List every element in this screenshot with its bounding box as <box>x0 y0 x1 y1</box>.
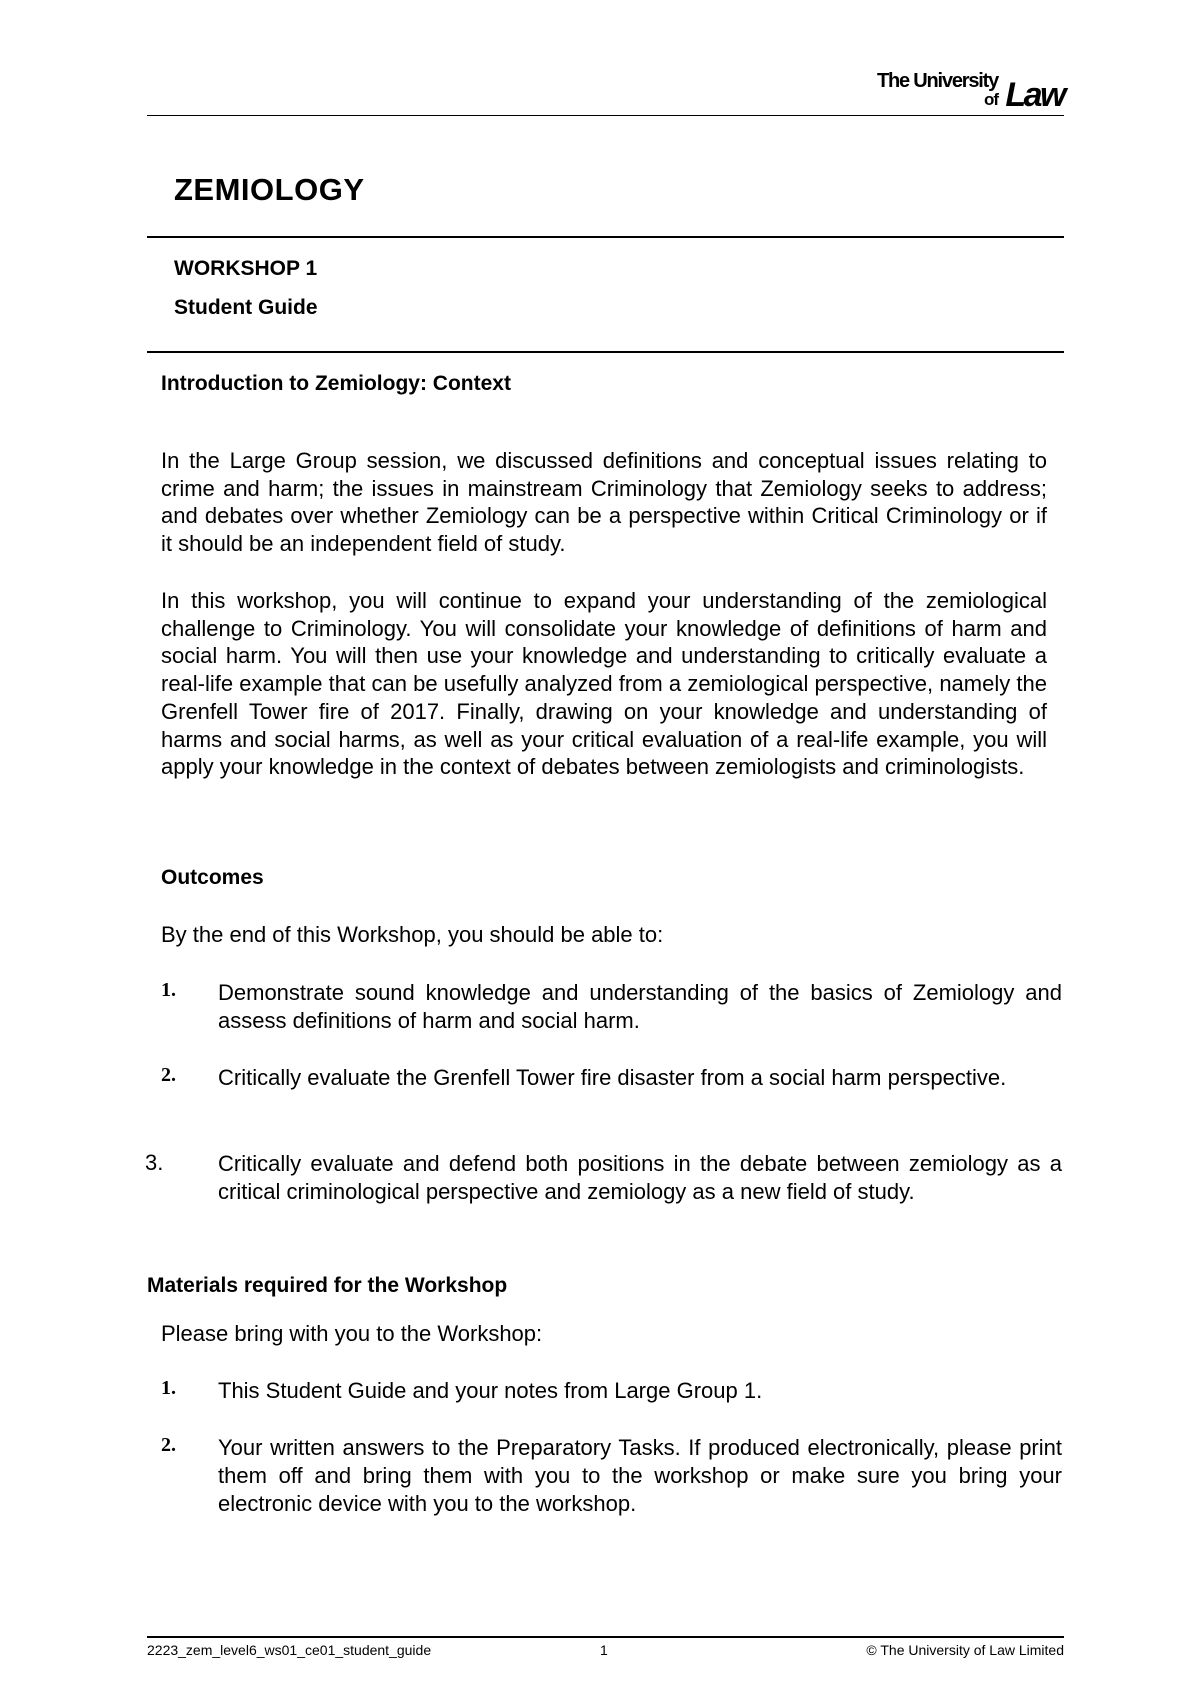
outcomes-lead: By the end of this Workshop, you should be able to: <box>161 922 664 947</box>
title-divider <box>147 236 1064 238</box>
logo-text-of: of <box>983 90 998 109</box>
footer-divider <box>147 1636 1064 1638</box>
intro-paragraph-2: In this workshop, you will continue to expand your understanding of the zemiological challenge to Criminology. You will consolidate your knowledge of definitions of harm and social harm. You will then use your knowledge and understanding to critically evaluate a real-life example that can be usefully analyzed from a zemiological perspective, namely the Grenfell Tower fire of 2017. Finally, drawing on your knowledge and understanding of harms and social harms, as well as your critical evaluation of a real-life example, you will apply your knowledge in the context of debates between zemiologists and criminologists. <box>161 588 1047 780</box>
logo-text-university: The University <box>876 70 998 92</box>
logo-text-law: Law <box>1005 76 1064 114</box>
header-divider <box>147 115 1064 116</box>
outcome-text: Critically evaluate the Grenfell Tower fire disaster from a social harm perspective. <box>218 1065 1007 1090</box>
outcome-number: 1. <box>161 979 176 1001</box>
materials-heading: Materials required for the Workshop <box>147 1274 508 1297</box>
outcomes-heading: Outcomes <box>161 866 264 889</box>
footer-copyright: © The University of Law Limited <box>866 1642 1064 1658</box>
footer-page-number: 1 <box>600 1642 608 1658</box>
guide-label: Student Guide <box>174 296 318 319</box>
workshop-label: WORKSHOP 1 <box>174 257 318 280</box>
outcome-text: Critically evaluate and defend both positions in the debate between zemiology as a critical criminological perspective and zemiology as a new field of study. <box>218 1151 1062 1204</box>
footer-filename: 2223_zem_level6_ws01_ce01_student_guide <box>147 1642 432 1658</box>
materials-text: This Student Guide and your notes from Large Group 1. <box>218 1378 763 1403</box>
materials-number: 2. <box>161 1434 176 1456</box>
intro-heading: Introduction to Zemiology: Context <box>161 372 511 395</box>
document-title: ZEMIOLOGY <box>174 172 365 207</box>
section-divider <box>147 351 1064 353</box>
materials-text: Your written answers to the Preparatory Tasks. If produced electronically, please print them off and bring them with you to the workshop or make sure you bring your electronic device with you to the workshop. <box>218 1435 1062 1516</box>
intro-paragraph-1: In the Large Group session, we discussed definitions and conceptual issues relating to crime and harm; the issues in mainstream Criminology that Zemiology seeks to address; and debates over whether Zemiology can be a perspective within Critical Criminology or if it should be an independent field of study. <box>161 448 1047 557</box>
materials-number: 1. <box>161 1377 176 1399</box>
outcome-number: 2. <box>161 1064 176 1086</box>
materials-lead: Please bring with you to the Workshop: <box>161 1321 543 1346</box>
outcome-number: 3. <box>145 1150 164 1175</box>
outcome-text: Demonstrate sound knowledge and understanding of the basics of Zemiology and assess definitions of harm and social harm. <box>218 980 1062 1033</box>
university-logo <box>854 70 1064 114</box>
